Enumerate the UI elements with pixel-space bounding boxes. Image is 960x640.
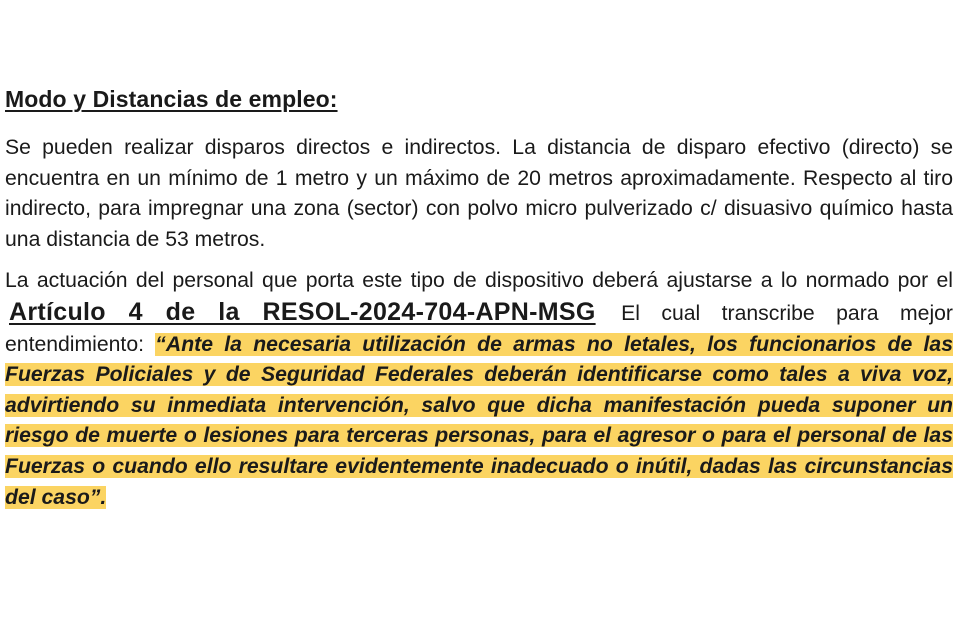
paragraph-connector-text: El cual transcribe para mejor entendimiento:	[5, 301, 953, 356]
document-page	[5, 84, 953, 524]
paragraph-regulation	[5, 266, 953, 513]
highlighted-quote: “Ante la necesaria utilización de armas no letales, los funcionarios de las Fuerzas Policiales y de Seguridad Federales deberán identificarse como tales a viva voz, advirtiendo su inmediata intervención, salvo que dicha manifestación pueda suponer un riesgo de muerte o lesiones para terceras personas, para el agresor o para el personal de las Fuerzas o cuando ello resultare evidentemente inadecuado o inútil, dadas las circunstancias del caso”.	[5, 332, 953, 509]
paragraph-firing-distances: Se pueden realizar disparos directos e indirectos. La distancia de disparo efectivo (directo) se encuentra en un mínimo de 1 metro y un máximo de 20 metros aproximadamente. Respecto al tiro indirecto, para impregnar una zona (sector) con polvo micro pulverizado c/ disuasivo químico hasta una distancia de 53 metros.	[5, 136, 953, 251]
paragraph-intro-text: La actuación del personal que porta este tipo de dispositivo deberá ajustarse a lo normado por el	[5, 269, 953, 293]
article-reference: Artículo 4 de la RESOL-2024-704-APN-MSG	[9, 297, 596, 326]
section-heading: Modo y Distancias de empleo:	[5, 86, 338, 112]
